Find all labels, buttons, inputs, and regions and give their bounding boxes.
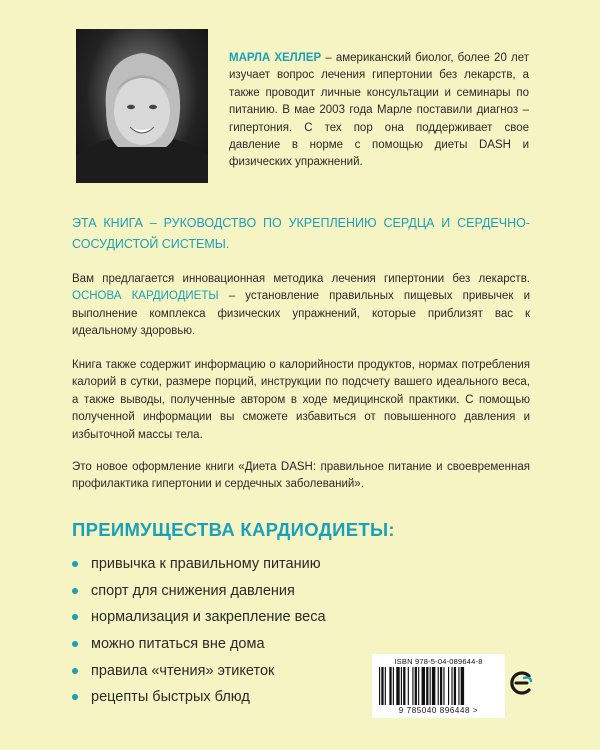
isbn-text: ISBN 978-5-04-089644-8 — [394, 657, 483, 666]
benefits-list — [72, 551, 326, 711]
benefit-item: спорт для снижения давления — [72, 578, 326, 605]
book-lead: ЭТА КНИГА – РУКОВОДСТВО ПО УКРЕПЛЕНИЮ СЕРДЦА И СЕРДЕЧНО-СОСУДИСТОЙ СИСТЕМЫ. — [72, 216, 530, 251]
benefit-item: правила «чтения» этикеток — [72, 657, 326, 684]
author-bio — [229, 50, 529, 172]
bullet-icon — [72, 614, 78, 620]
benefit-item: можно питаться вне дома — [72, 631, 326, 658]
author-bio-text: – американский биолог, более 20 лет изучает вопрос лечения гипертонии без лекарств, а также проводит личные консультации и семинары по питанию. В мае 2003 года Марле поставили диагноз – гипертония. С тех пор она поддерживает свое давление в норме с помощью диеты DASH и физических упражнений. — [229, 52, 529, 169]
barcode-bars — [379, 667, 498, 705]
publisher-logo-icon — [508, 669, 534, 697]
bullet-icon — [72, 694, 78, 700]
benefits-title: ПРЕИМУЩЕСТВА КАРДИОДИЕТЫ: — [72, 519, 395, 540]
bullet-icon — [72, 641, 78, 647]
paragraph-1-highlight: ОСНОВА КАРДИОДИЕТЫ — [72, 290, 219, 303]
benefit-item: привычка к правильному питанию — [72, 551, 326, 578]
bullet-icon — [72, 561, 78, 567]
bullet-icon — [72, 668, 78, 674]
benefit-item: рецепты быстрых блюд — [72, 684, 326, 711]
barcode — [372, 654, 505, 718]
description-paragraph-1 — [72, 271, 530, 341]
paragraph-1-end: – установление правильных пищевых привычек и выполнение комплекса физических упражнений, которые приблизят вас к идеальному здоровью. — [72, 290, 530, 338]
description-paragraph-2: Книга также содержит информацию о калорийности продуктов, нормах потребления калорий в сутки, размере порций, инструкции по подсчету вашего идеального веса, а также выводы, полученные автором в ходе медицинской практики. С помощью полученной информации вы сможете избавиться от повышенного давления и избыточной массы тела. — [72, 359, 530, 441]
description-paragraph-3: Это новое оформление книги «Диета DASH: правильное питание и своевременная профилактика гипертонии и сердечных заболеваний». — [72, 461, 530, 491]
author-name: МАРЛА ХЕЛЛЕР — [229, 52, 322, 64]
paragraph-1-start: Вам предлагается инновационная методика лечения гипертонии без лекарств. — [72, 273, 530, 285]
author-photo — [76, 29, 208, 183]
benefit-item: нормализация и закрепление веса — [72, 604, 326, 631]
barcode-digits: 9 785040 896448 > — [398, 706, 479, 715]
bullet-icon — [72, 588, 78, 594]
